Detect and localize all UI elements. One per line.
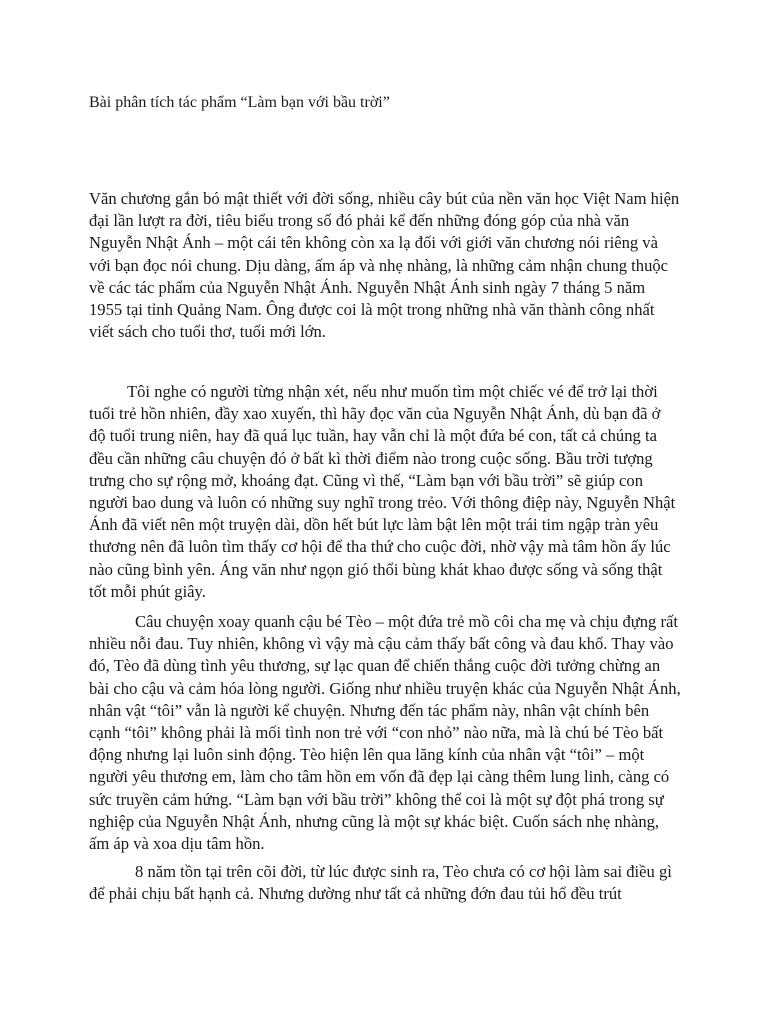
paragraph-intro: Văn chương gắn bó mật thiết với đời sống, nhiều cây bút của nền văn học Việt Nam hiện đại lần lượt ra đời, tiêu biểu trong số đó phải kể đến những đóng góp của nhà văn Nguyễn Nhật Ánh – một cái tên không còn xa lạ đối với giới văn chương nói riêng và với bạn đọc nói chung. Dịu dàng, ấm áp và nhẹ nhàng, là những cảm nhận chung thuộc về các tác phẩm của Nguyễn Nhật Ánh. Nguyễn Nhật Ánh sinh ngày 7 tháng 5 năm 1955 tại tỉnh Quảng Nam. Ông được coi là một trong những nhà văn thành công nhất viết sách cho tuổi thơ, tuổi mới lớn. bbox=[89, 189, 680, 342]
paragraph-teo: 8 năm tồn tại trên cõi đời, từ lúc được sinh ra, Tèo chưa có cơ hội làm sai điều gì để phải chịu bất hạnh cả. Nhưng dường như tất cả những đớn đau tủi hổ đều trút bbox=[89, 862, 672, 904]
document-title: Bài phân tích tác phẩm “Làm bạn với bầu trời” bbox=[89, 94, 390, 111]
paragraph-opinion: Tôi nghe có người từng nhận xét, nếu như muốn tìm một chiếc vé để trở lại thời tuổi trẻ hồn nhiên, đầy xao xuyến, thì hãy đọc văn của Nguyễn Nhật Ánh, dù bạn đã ở độ tuổi trung niên, hay đã quá lục tuần, hay vẫn chỉ là một đứa bé con, tất cả chúng ta đều cần những câu chuyện đó ở bất kì thời điểm nào trong cuộc sống. Bầu trời tượng trưng cho sự rộng mở, khoáng đạt. Cũng vì thế, “Làm bạn với bầu trời” sẽ giúp con người bao dung và luôn có những suy nghĩ trong trẻo. Với thông điệp này, Nguyễn Nhật Ánh đã viết nên một truyện dài, dồn hết bút lực làm bật lên một trái tim ngập tràn yêu thương nên đã luôn tìm thấy cơ hội để tha thứ cho cuộc đời, nhờ vậy mà tâm hồn ấy lúc nào cũng bình yên. Áng văn như ngọn gió thổi bùng khát khao được sống và sống thật tốt mỗi phút giây. bbox=[89, 382, 676, 601]
paragraph-story: Câu chuyện xoay quanh cậu bé Tèo – một đứa trẻ mồ côi cha mẹ và chịu đựng rất nhiều nỗi đau. Tuy nhiên, không vì vậy mà cậu cảm thấy bất công và đau khổ. Thay vào đó, Tèo đã dùng tình yêu thương, sự lạc quan để chiến thắng cuộc đời tưởng chừng an bài cho cậu và cảm hóa lòng người. Giống như nhiều truyện khác của Nguyễn Nhật Ánh, nhân vật “tôi” vẫn là người kể chuyện. Nhưng đến tác phẩm này, nhân vật chính bên cạnh “tôi” không phải là mối tình non trẻ với “con nhỏ” nào nữa, mà là chú bé Tèo bất động nhưng lại luôn sinh động. Tèo hiện lên qua lăng kính của nhân vật “tôi” – một người yêu thương em, làm cho tâm hồn em vốn đã đẹp lại càng thêm lung linh, càng có sức truyền cảm hứng. “Làm bạn với bầu trời” không thể coi là một sự đột phá trong sự nghiệp của Nguyễn Nhật Ánh, nhưng cũng là một sự khác biệt. Cuốn sách nhẹ nhàng, ấm áp và xoa dịu tâm hồn. bbox=[89, 612, 681, 854]
